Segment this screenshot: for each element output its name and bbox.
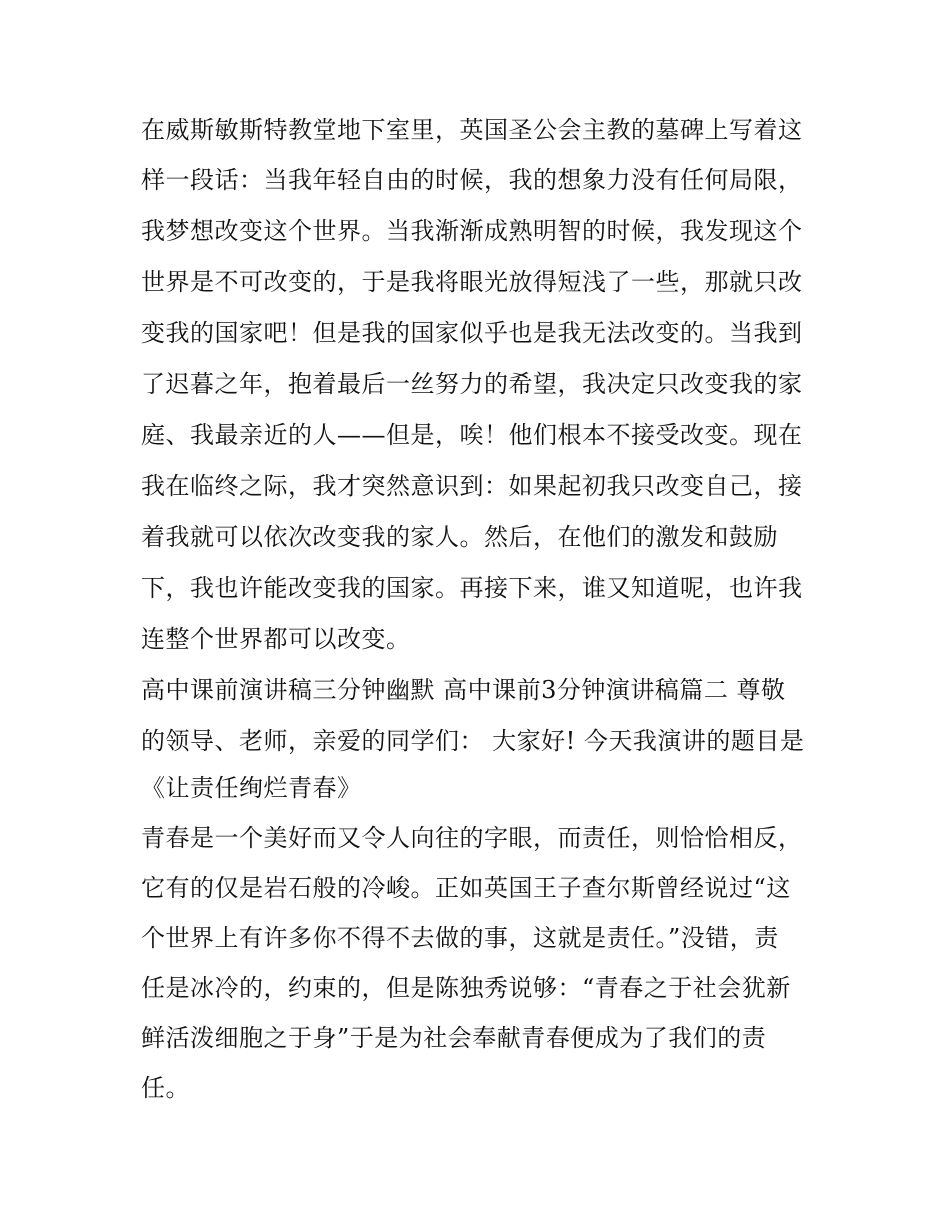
text-line: 样一段话：当我年轻自由的时候，我的想象力没有任何局限， bbox=[141, 166, 803, 194]
text-line: 在威斯敏斯特教堂地下室里，英国圣公会主教的墓碑上写着这 bbox=[141, 116, 803, 144]
text-line: 下，我也许能改变我的国家。再接下来，谁又知道呢，也许我 bbox=[141, 574, 803, 602]
text-line: 的领导、老师，亲爱的同学们： 大家好! 今天我演讲的题目是 bbox=[141, 727, 805, 755]
text-line: 它有的仅是岩石般的冷峻。正如英国王子查尔斯曾经说过“这 bbox=[141, 874, 791, 902]
text-line: 任是冰冷的，约束的，但是陈独秀说够：“青春之于社会犹新 bbox=[141, 974, 791, 1002]
text-line: 庭、我最亲近的人——但是，唉！他们根本不接受改变。现在 bbox=[141, 421, 803, 449]
text-line: 变我的国家吧！但是我的国家似乎也是我无法改变的。当我到 bbox=[141, 319, 803, 347]
text-line: 着我就可以依次改变我的家人。然后，在他们的激发和鼓励 bbox=[141, 523, 778, 551]
heading-line: 高中课前演讲稿三分钟幽默 高中课前3分钟演讲稿篇二 尊敬 bbox=[141, 676, 786, 704]
text-line: 连整个世界都可以改变。 bbox=[141, 625, 411, 653]
text-line: 青春是一个美好而又令人向往的字眼，而责任，则恰恰相反， bbox=[141, 824, 803, 852]
text-line: 世界是不可改变的，于是我将眼光放得短浅了一些，那就只改 bbox=[141, 268, 803, 296]
text-line: 我梦想改变这个世界。当我渐渐成熟明智的时候，我发现这个 bbox=[141, 217, 803, 245]
text-line: 鲜活泼细胞之于身”于是为社会奉献青春便成为了我们的责 bbox=[141, 1024, 767, 1052]
text-line: 了迟暮之年，抱着最后一丝努力的希望，我决定只改变我的家 bbox=[141, 370, 803, 398]
text-line: 我在临终之际，我才突然意识到：如果起初我只改变自己，接 bbox=[141, 472, 803, 500]
text-line: 个世界上有许多你不得不去做的事，这就是责任。”没错，责 bbox=[141, 924, 779, 952]
text-line: 任。 bbox=[141, 1074, 190, 1102]
speech-title: 《让责任绚烂青春》 bbox=[141, 774, 362, 802]
